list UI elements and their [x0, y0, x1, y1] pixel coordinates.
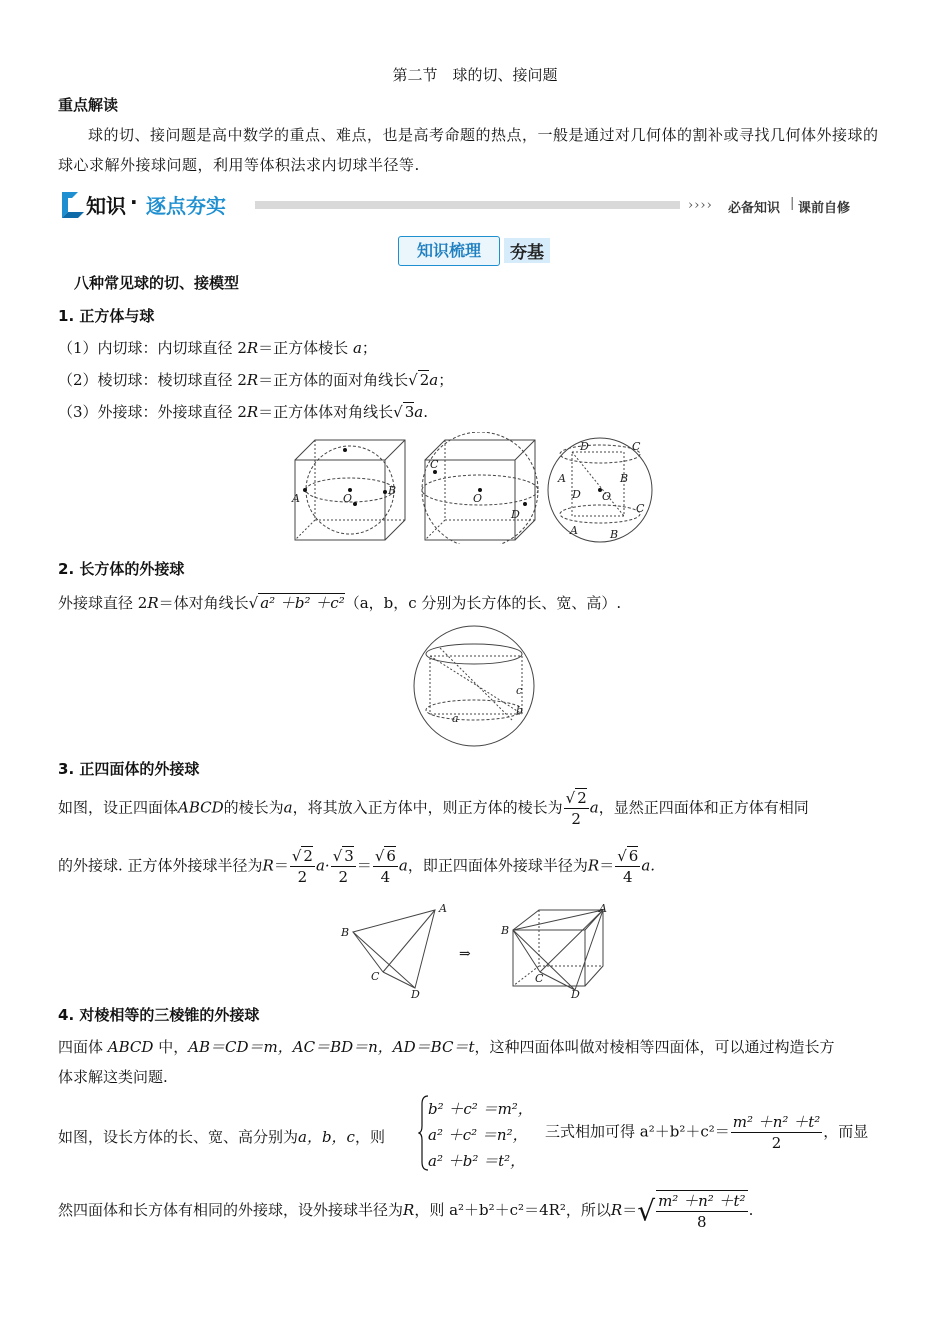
- s3-l2-frac2: $\frac{√ 3}{2}$: [332, 847, 354, 886]
- fig1-label-D1: D: [572, 488, 581, 501]
- s4-heading: 4. 对棱相等的三棱锥的外接球: [58, 1006, 260, 1024]
- s1-i1-end: ；: [361, 339, 377, 357]
- key-reading-text: 球的切、接问题是高中数学的重点、难点，也是高考命题的热点，一般是通过对几何体的割补或寻找几何体外接球的球心求解外接球问题，利用等体积法求内切球半径等.: [58, 126, 879, 174]
- s4-l3-sum: 三式相加可得 a²＋b²＋c²＝: [545, 1122, 730, 1141]
- s1-i3-a: a: [414, 403, 424, 421]
- s3-l2-d4: 4: [622, 868, 633, 886]
- fig1-label-C1: C: [636, 502, 645, 515]
- fig1-label-A1: A: [570, 524, 578, 537]
- s4-l4-R2: R: [610, 1201, 623, 1219]
- fig3-label-A: A: [439, 902, 447, 915]
- fig1-label-A-mid: A: [558, 472, 566, 485]
- fig1-label-A: A: [292, 492, 300, 505]
- s3-l1-mid: 的棱长为: [223, 798, 284, 817]
- s2-pre: 外接球直径 2: [58, 594, 148, 612]
- fig1-label-O2: O: [473, 492, 483, 505]
- s3-title: 正四面体的外接球: [79, 760, 200, 778]
- banner-separator: |: [790, 196, 795, 211]
- s4-l4-mid: ，则 a²＋b²＋c²＝4R²，所以: [414, 1201, 611, 1219]
- s3-num: 3: [58, 760, 69, 778]
- figure-cube-spheres: [290, 432, 660, 544]
- s4-l4-end: .: [748, 1201, 754, 1219]
- s3-l2-d2: 2: [338, 868, 349, 886]
- s1-heading: 1. 正方体与球: [58, 307, 155, 325]
- s3-l1-post: ，显然正四面体和正方体有相同: [598, 798, 809, 817]
- s4-l3-pre: 如图，设长方体的长、宽、高分别为: [58, 1128, 299, 1146]
- s4-line-4: 然四面体和长方体有相同的外接球，设外接球半径为R，则 a²＋b²＋c²＝4R²，所以R＝√ $\frac{\text{m² ＋n² ＋t²}}{8}$ .: [58, 1192, 754, 1231]
- s3-l1-a: a: [283, 798, 293, 817]
- banner-right-b: 课前自修: [798, 201, 851, 216]
- s4-para-2: 体求解这类问题.: [58, 1068, 168, 1086]
- banner-arrows: ››››: [688, 198, 713, 213]
- s1-i2-pre: （2）棱切球：棱切球直径 2: [58, 371, 247, 389]
- s1-i1-pre: （1）内切球：内切球直径 2: [58, 339, 247, 357]
- s1-item-1: [58, 337, 377, 358]
- s3-l2-frac4: $\frac{√ 6}{4}$: [617, 847, 639, 886]
- s4-l4-den: 8: [697, 1213, 707, 1231]
- s3-l1-frac: $\frac{√ 2}{2}$: [565, 789, 587, 828]
- s3-l2-n4: 6: [628, 847, 639, 865]
- fig1-label-B1: B: [610, 528, 619, 541]
- s1-i1-R: R: [246, 339, 259, 357]
- s3-l2-dot: a·: [315, 856, 330, 875]
- fig1-label-D-top: D: [580, 440, 589, 453]
- s3-l1-a2: a: [589, 798, 599, 817]
- s3-l2-eq3: ＝: [599, 856, 615, 875]
- s4-p1-d: AB＝CD＝m，AC＝BD＝n，AD＝BC＝t: [188, 1038, 475, 1056]
- s4-line-3-pre: [58, 1126, 385, 1147]
- s4-l3-den: 2: [771, 1134, 782, 1152]
- s3-l1-num: 2: [577, 789, 587, 807]
- banner-dot: ·: [130, 190, 138, 214]
- s2-text: 外接球直径 2R＝体对角线长√ a² ＋b² ＋c²（a，b，c 分别为长方体的长、宽、高）.: [58, 594, 622, 612]
- system-eq-2: a² ＋c² ＝n²，: [428, 1126, 528, 1144]
- s4-l4-R: R: [403, 1201, 415, 1219]
- s3-l1-abcd: ABCD: [178, 798, 224, 817]
- s1-i3-root: 3: [404, 403, 415, 421]
- s4-p1-e: ，这种四面体叫做对棱相等四面体，可以通过构造长方: [474, 1038, 835, 1056]
- s3-l2-frac3: $\frac{√ 6}{4}$: [374, 847, 396, 886]
- s3-l2-n2: 3: [344, 847, 354, 865]
- figure-cuboid-sphere: [410, 624, 540, 748]
- s4-l4-frac: [656, 1190, 748, 1232]
- s1-item-3: （3）外接球：外接球直径 2R＝正方体体对角线长√ 3a.: [58, 403, 429, 421]
- s4-l3-num: m² ＋n² ＋t²: [732, 1113, 821, 1131]
- s1-num: 1: [58, 307, 69, 325]
- fig2-label-c: c: [516, 684, 523, 697]
- s1-i2-R: R: [246, 371, 259, 389]
- s3-l2-eq2: ＝: [356, 856, 372, 875]
- fig1-label-B-mid: B: [620, 472, 629, 485]
- fig1-label-O: O: [343, 492, 353, 505]
- s4-l4-eq: ＝: [622, 1201, 638, 1219]
- banner-bar: [255, 201, 680, 209]
- banner-left-a: 知识: [86, 194, 126, 218]
- s1-title: 正方体与球: [79, 307, 155, 325]
- s4-l3-abc: a，b，c: [298, 1128, 355, 1146]
- fig3-label-D2: D: [571, 988, 580, 1000]
- fig2-label-b: b: [516, 704, 524, 717]
- key-reading-heading: 重点解读: [58, 96, 119, 114]
- s4-l3-mid: ，则: [354, 1128, 385, 1146]
- s4-title: 对棱相等的三棱锥的外接球: [79, 1006, 260, 1024]
- s4-l4-num: m² ＋n² ＋t²: [658, 1192, 746, 1210]
- s2-num: 2: [58, 560, 69, 578]
- s2-title: 长方体的外接球: [79, 560, 185, 578]
- s2-heading: 2. 长方体的外接球: [58, 560, 185, 578]
- sub-banner-badge: 知识梳理: [398, 236, 500, 266]
- s3-heading: 3. 正四面体的外接球: [58, 760, 200, 778]
- s4-line-3-post: [545, 1112, 868, 1153]
- fig3-label-B: B: [341, 926, 350, 939]
- s1-item-2: （2）棱切球：棱切球直径 2R＝正方体的面对角线长√ 2a；: [58, 371, 454, 389]
- s1-i3-mid: ＝正方体体对角线长: [258, 403, 394, 421]
- s4-para-1: [58, 1036, 835, 1057]
- s3-l2-d1: 2: [297, 868, 308, 886]
- s3-l2-n1: 2: [303, 847, 313, 865]
- s4-l3-frac: [731, 1112, 823, 1153]
- s4-p1-a: 四面体: [58, 1038, 108, 1056]
- s3-l1-den: 2: [571, 810, 581, 828]
- banner-left-b: 逐点夯实: [146, 194, 226, 218]
- fig1-label-B: B: [388, 484, 397, 497]
- fig3-label-C: C: [371, 970, 380, 983]
- s3-l2-end: a.: [641, 856, 656, 875]
- banner-right-a: 必备知识: [728, 201, 781, 216]
- s1-i2-end: ；: [438, 371, 454, 389]
- fig3-label-B2: B: [501, 924, 510, 937]
- s2-post: （a，b，c 分别为长方体的长、宽、高）.: [344, 594, 622, 612]
- fig2-label-a: a: [452, 712, 459, 725]
- s1-i2-root: 2: [419, 371, 430, 389]
- s3-l2-R: R: [262, 856, 274, 875]
- s1-i2-mid: ＝正方体的面对角线长: [258, 371, 409, 389]
- s1-i3-end: .: [423, 403, 429, 421]
- s1-i3-R: R: [246, 403, 259, 421]
- s4-l4-pre: 然四面体和长方体有相同的外接球，设外接球半径为: [58, 1201, 404, 1219]
- s3-l2-mid: ，即正四面体外接球半径为: [407, 856, 588, 875]
- s3-l2-eq1: ＝: [273, 856, 289, 875]
- s4-l3-end: ，而显: [823, 1122, 869, 1141]
- fig1-label-O3: O: [602, 490, 612, 503]
- s3-line-1: [58, 788, 898, 829]
- s1-i3-pre: （3）外接球：外接球直径 2: [58, 403, 247, 421]
- s3-line-2: [58, 846, 898, 887]
- s4-p1-b: ABCD: [107, 1038, 154, 1056]
- sub-banner-right: 夯基: [504, 238, 550, 263]
- figure-tetrahedron: [335, 900, 625, 1000]
- s4-p1-c: 中，: [153, 1038, 189, 1056]
- s3-l2-frac1: $\frac{√ 2}{2}$: [291, 847, 313, 886]
- s4-num: 4: [58, 1006, 69, 1024]
- s3-l2-n3: 6: [386, 847, 396, 865]
- s3-l2-d3: 4: [380, 868, 391, 886]
- page-title: 第二节 球的切、接问题: [392, 66, 558, 84]
- s2-radicand: a² ＋b² ＋c²: [260, 594, 345, 612]
- s2-R: R: [147, 594, 159, 612]
- s3-l2-a: a: [398, 856, 408, 875]
- fig3-label-C2: C: [535, 972, 544, 985]
- s3-l1-pre: 如图，设正四面体: [58, 798, 179, 817]
- fig1-label-C-top: C: [632, 440, 641, 453]
- fig3-label-D: D: [411, 988, 420, 1000]
- system-eq-1: b² ＋c² ＝m²，: [428, 1100, 533, 1118]
- models-heading: 八种常见球的切、接模型: [74, 274, 240, 292]
- fig1-label-D: D: [511, 508, 520, 521]
- s3-l1-mid2: ，将其放入正方体中，则正方体的棱长为: [292, 798, 563, 817]
- banner-bracket-icon: [58, 188, 88, 220]
- system-eq-3: a² ＋b² ＝t²，: [428, 1152, 526, 1170]
- s2-mid: ＝体对角线长: [158, 594, 249, 612]
- s3-l2-pre: 的外接球. 正方体外接球半径为: [58, 856, 263, 875]
- s1-i1-mid: ＝正方体棱长: [258, 339, 353, 357]
- s1-i1-a: a: [352, 339, 362, 357]
- fig1-label-C: C: [430, 458, 439, 471]
- fig3-label-A2: A: [599, 902, 607, 915]
- s1-i2-a: a: [429, 371, 439, 389]
- fig3-arrow: ⇒: [459, 946, 471, 962]
- s3-l2-R2: R: [587, 856, 600, 875]
